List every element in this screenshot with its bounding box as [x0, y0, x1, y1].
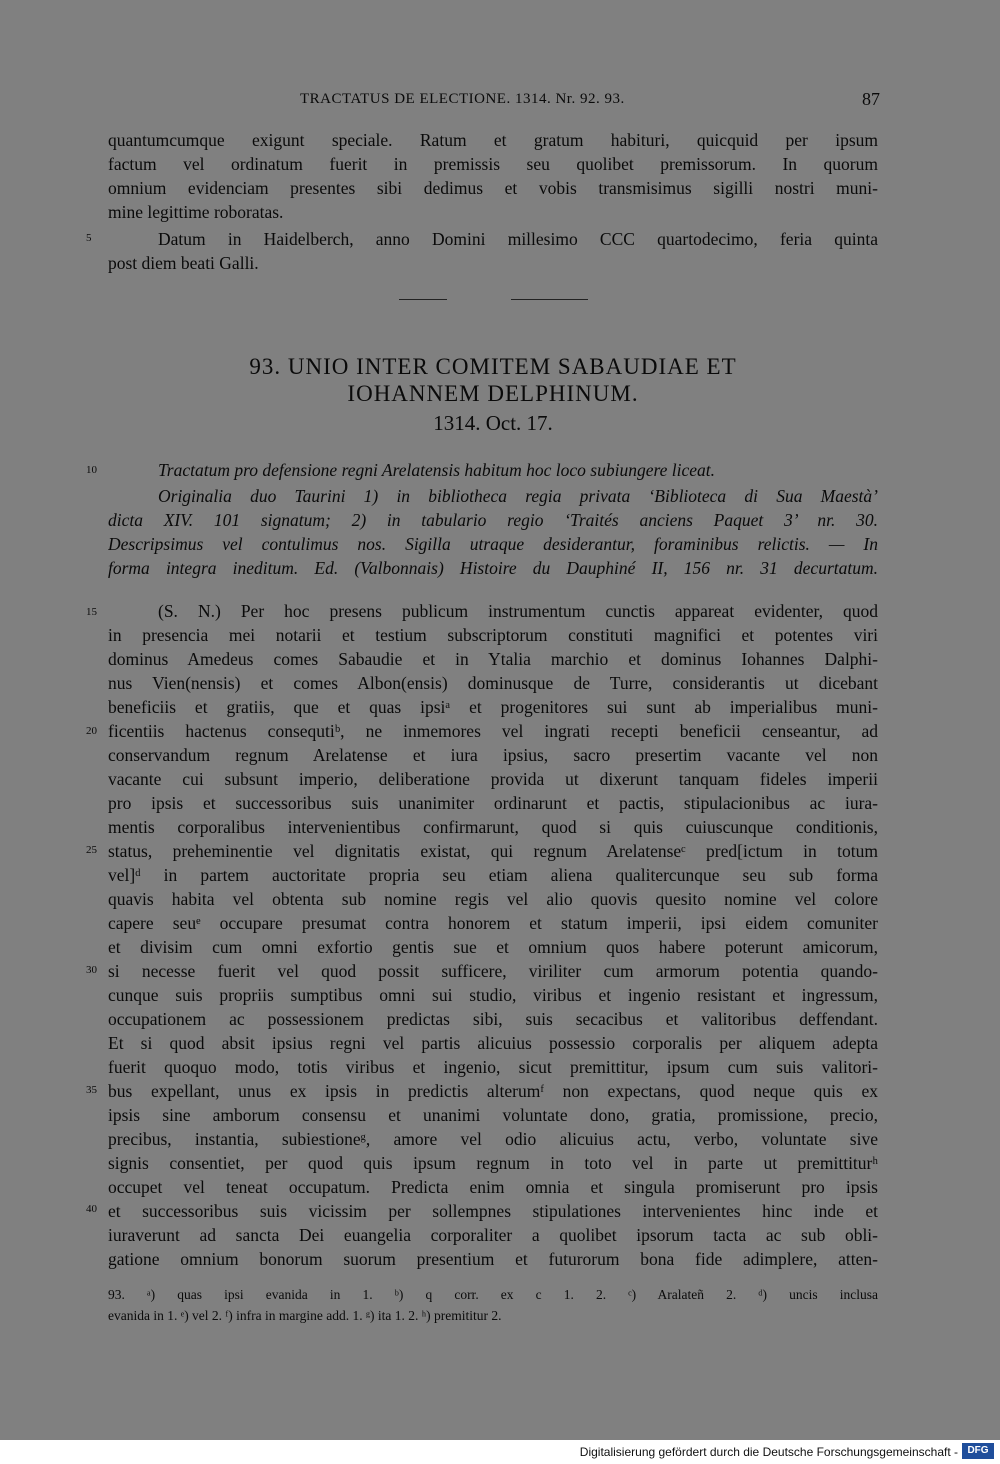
intro-line: Descripsimus vel contulimus nos. Sigilla utraque desiderantur, foraminibus relictis. — In [108, 534, 878, 554]
line-number: 35 [86, 1084, 97, 1096]
body-line: ipsis sine amborum consensu et unanimi voluntate dono, gratia, promissione, precio, [108, 1105, 878, 1125]
footnote-line: evanida in 1. ᵉ) vel 2. ᶠ) infra in margine add. 1. ᵍ) ita 1. 2. ʰ) premititur 2. [108, 1308, 502, 1323]
body-line: bus expellant, unus ex ipsis in predictis alterumᶠ non expectans, quod neque quis ex [108, 1081, 878, 1101]
line-number: 40 [86, 1203, 97, 1215]
body-line: occupet vel teneat occupatum. Predicta enim omnia et singula promiserunt pro ipsis [108, 1177, 878, 1197]
dfg-logo: DFG [962, 1443, 994, 1459]
intro-line: Tractatum pro defensione regni Arelatensis habitum hoc loco subiungere liceat. [158, 460, 716, 480]
body-line: quavis habita vel obtenta sub nomine regis vel alio quovis quesito nomine vel colore [108, 889, 878, 909]
line-number: 5 [86, 232, 92, 244]
text-line: post diem beati Galli. [108, 253, 259, 273]
body-line: beneficiis et gratiis, que et quas ipsiᵃ et progenitores sui sunt ab imperialibus muni- [108, 697, 878, 717]
body-line: signis consentiet, per quod quis ipsum regnum in toto vel in parte ut premittiturʰ [108, 1153, 878, 1173]
body-line: pro ipsis et successoribus suis unanimiter ordinarunt et pactis, stipulacionibus ac iura- [108, 793, 878, 813]
body-line: mentis corporalibus intervenientibus confirmarunt, quod si quis cuiuscunque conditionis, [108, 817, 878, 837]
body-line: et successoribus suis vicissim per sollempnes stipulationes intervenientes hinc inde et [108, 1201, 878, 1221]
body-line: cunque suis propriis sumptibus omni sui studio, viribus et ingenio resistant et ingressum, [108, 985, 878, 1005]
text-line: quantumcumque exigunt speciale. Ratum et gratum habituri, quicquid per ipsum [108, 130, 878, 150]
line-number: 30 [86, 964, 97, 976]
body-line: si necesse fuerit vel quod possit sufficere, viriliter cum armorum potentia quando- [108, 961, 878, 981]
document-date: 1314. Oct. 17. [433, 411, 553, 435]
intro-line: Originalia duo Taurini 1) in bibliotheca regia privata ‘Biblioteca di Sua Maestà’ [158, 486, 878, 506]
text-line: omnium evidenciam presentes sibi dedimus et vobis transmisimus sigilli nostri muni- [108, 178, 878, 198]
document-heading: IOHANNEM DELPHINUM. [347, 381, 639, 406]
text-line: Datum in Haidelberch, anno Domini millesimo CCC quartodecimo, feria quinta [158, 229, 878, 249]
body-line: Et si quod absit ipsius regni vel partis alicuius possessio corporalis per aliquem adepta [108, 1033, 878, 1053]
page-number: 87 [862, 89, 880, 109]
running-head [108, 89, 880, 113]
running-title: TRACTATUS DE ELECTIONE. 1314. Nr. 92. 93. [300, 91, 625, 107]
text-line: factum vel ordinatum fuerit in premissis seu quolibet premissorum. In quorum [108, 154, 878, 174]
intro-line: forma integra ineditum. Ed. (Valbonnais) Histoire du Dauphiné II, 156 nr. 31 decurtatum. [108, 558, 878, 578]
body-line: conservandum regnum Arelatense et iura ipsius, sacro presertim vacante vel non [108, 745, 878, 765]
funding-credit-text: Digitalisierung gefördert durch die Deutsche Forschungsgemeinschaft - [579, 1445, 958, 1459]
body-line: occupationem ac possessionem predictas sibi, suis secacibus et valitoribus deffendant. [108, 1009, 878, 1029]
body-line: (S. N.) Per hoc presens publicum instrumentum cunctis appareat evidenter, quod [158, 601, 878, 621]
funding-credit-bar [0, 1440, 1000, 1464]
text-line: mine legittime roboratas. [108, 202, 284, 222]
body-line: in presencia mei notarii et testium subscriptorum constituti magnifici et potentes viri [108, 625, 878, 645]
footnote-line: 93. ᵃ) quas ipsi evanida in 1. ᵇ) q corr. ex c 1. 2. ᶜ) Aralateñ 2. ᵈ) uncis inclusa [108, 1287, 878, 1302]
body-line: vacante cui subsunt imperio, deliberatione provida ut dixerunt tanquam fideles imperii [108, 769, 878, 789]
body-line: nus Vien(nensis) et comes Albon(ensis) dominusque de Turre, considerantis ut dicebant [108, 673, 878, 693]
body-line: vel]ᵈ in partem auctoritate propria seu etiam aliena qualitercunque seu sub forma [108, 865, 878, 885]
body-line: precibus, instantia, subiestioneᵍ, amore vel odio alicuius actu, verbo, voluntate sive [108, 1129, 878, 1149]
body-line: iuraverunt ad sancta Dei euangelia corporaliter a quolibet ipsorum tacta ac sub obli- [108, 1225, 878, 1245]
body-line: status, preheminentie vel dignitatis existat, qui regnum Arelatenseᶜ pred[ictum in totum [108, 841, 878, 861]
body-line: fuerit quoquo modo, totis viribus et ingenio, sicut premittitur, ipsum cum suis valitori- [108, 1057, 878, 1077]
body-line: ficentiis hactenus consequtiᵇ, ne inmemores vel ingrati recepti beneficii censeantur, ad [108, 721, 878, 741]
body-line: dominus Amedeus comes Sabaudie et in Ytalia marchio et dominus Iohannes Dalphi- [108, 649, 878, 669]
line-number: 10 [86, 464, 97, 476]
intro-line: dicta XIV. 101 signatum; 2) in tabulario regio ‘Traités anciens Paquet 3’ nr. 30. [108, 510, 878, 530]
body-line: et divisim cum omni exfortio gentis sue et omnium quos habere poterunt amicorum, [108, 937, 878, 957]
document-heading: 93. UNIO INTER COMITEM SABAUDIAE ET [249, 354, 737, 379]
body-line: capere seuᵉ occupare presumat contra honorem et statum imperii, ipsi eidem comuniter [108, 913, 878, 933]
separator-rule [399, 299, 447, 300]
line-number: 20 [86, 725, 97, 737]
line-number: 15 [86, 606, 97, 618]
body-line: gatione omnium bonorum suorum presentium et futurorum bona fide adimplere, atten- [108, 1249, 878, 1269]
separator-rule [511, 299, 588, 300]
line-number: 25 [86, 844, 97, 856]
